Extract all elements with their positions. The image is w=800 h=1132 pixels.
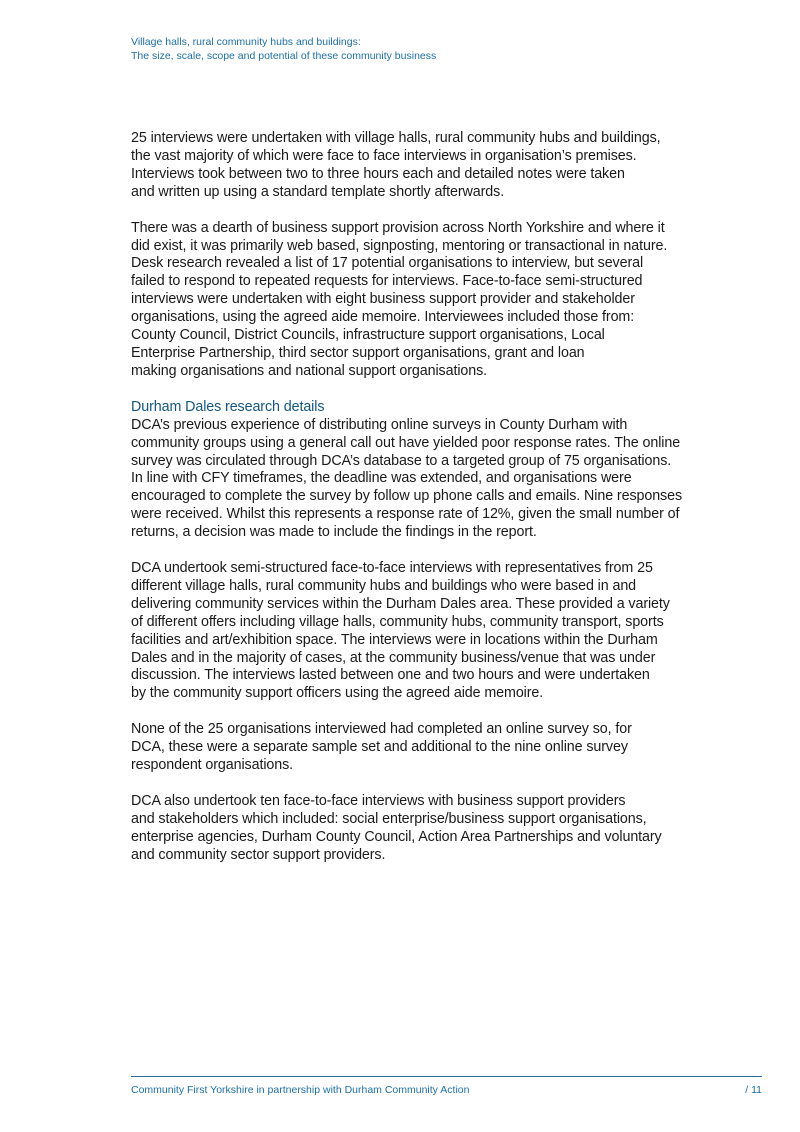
text-line: None of the 25 organisations interviewed had completed an online survey so, for <box>131 721 632 738</box>
text-line: organisations, using the agreed aide memoire. Interviewees included those from: <box>131 309 635 326</box>
text-line: failed to respond to repeated requests for interviews. Face-to-face semi-structured <box>131 273 643 290</box>
paragraph-online-surveys <box>131 417 691 542</box>
text-line: returns, a decision was made to include the findings in the report. <box>131 524 537 541</box>
text-line: There was a dearth of business support provision across North Yorkshire and where it <box>131 219 665 236</box>
text-line: the vast majority of which were face to face interviews in organisation’s premises. <box>131 147 637 164</box>
text-line: different village halls, rural community hubs and buildings who were based in and <box>131 577 637 594</box>
text-line: Interviews took between two to three hours each and detailed notes were taken <box>131 165 625 182</box>
text-line: respondent organisations. <box>131 757 294 774</box>
running-header <box>131 36 436 63</box>
footer-divider <box>131 1076 762 1077</box>
header-title-line-1: Village halls, rural community hubs and buildings: <box>131 36 361 48</box>
text-line: In line with CFY timeframes, the deadline was extended, and organisations were <box>131 470 632 487</box>
page-number: / 11 <box>745 1084 762 1096</box>
paragraph-interviews <box>131 130 691 202</box>
text-line: and written up using a standard template shortly afterwards. <box>131 183 505 200</box>
text-line: delivering community services within the Durham Dales area. These provided a variety <box>131 595 670 612</box>
text-line: of different offers including village halls, community hubs, community transport, sports <box>131 613 664 630</box>
text-line: Desk research revealed a list of 17 potential organisations to interview, but several <box>131 255 644 272</box>
text-line: by the community support officers using the agreed aide memoire. <box>131 685 544 702</box>
text-line: DCA, these were a separate sample set and additional to the nine online survey <box>131 739 628 756</box>
section-heading: Durham Dales research details <box>131 398 325 415</box>
paragraph-sample-set <box>131 721 691 775</box>
text-line: Enterprise Partnership, third sector support organisations, grant and loan <box>131 344 585 361</box>
paragraph-stakeholder-interviews <box>131 793 691 865</box>
footer-credit: Community First Yorkshire in partnership with Durham Community Action <box>131 1084 470 1096</box>
text-line: enterprise agencies, Durham County Council, Action Area Partnerships and voluntary <box>131 828 662 845</box>
text-line: did exist, it was primarily web based, signposting, mentoring or transactional in nature. <box>131 237 668 254</box>
text-line: survey was circulated through DCA’s database to a targeted group of 75 organisations. <box>131 452 672 469</box>
paragraph-business-support <box>131 220 691 381</box>
header-title-line-2: The size, scale, scope and potential of these community business <box>131 49 437 62</box>
text-line: DCA also undertook ten face-to-face interviews with business support providers <box>131 793 626 809</box>
text-line: DCA undertook semi-structured face-to-face interviews with representatives from 25 <box>131 560 653 577</box>
text-line: facilities and art/exhibition space. The interviews were in locations within the Durham <box>131 631 658 648</box>
text-line: encouraged to complete the survey by follow up phone calls and emails. Nine responses <box>131 488 682 505</box>
text-line: DCA’s previous experience of distributing online surveys in County Durham with <box>131 416 628 433</box>
text-line: discussion. The interviews lasted between one and two hours and were undertaken <box>131 667 650 684</box>
text-line: 25 interviews were undertaken with village halls, rural community hubs and buildings, <box>131 130 661 146</box>
paragraph-dca-interviews <box>131 560 691 703</box>
body-content <box>131 130 691 883</box>
text-line: Dales and in the majority of cases, at the community business/venue that was under <box>131 649 656 666</box>
text-line: County Council, District Councils, infrastructure support organisations, Local <box>131 327 605 344</box>
text-line: community groups using a general call out have yielded poor response rates. The online <box>131 434 681 451</box>
text-line: and stakeholders which included: social enterprise/business support organisations, <box>131 810 647 827</box>
text-line: making organisations and national support organisations. <box>131 362 488 379</box>
text-line: interviews were undertaken with eight business support provider and stakeholder <box>131 291 635 308</box>
text-line: were received. Whilst this represents a response rate of 12%, given the small number of <box>131 506 680 523</box>
text-line: and community sector support providers. <box>131 846 386 863</box>
